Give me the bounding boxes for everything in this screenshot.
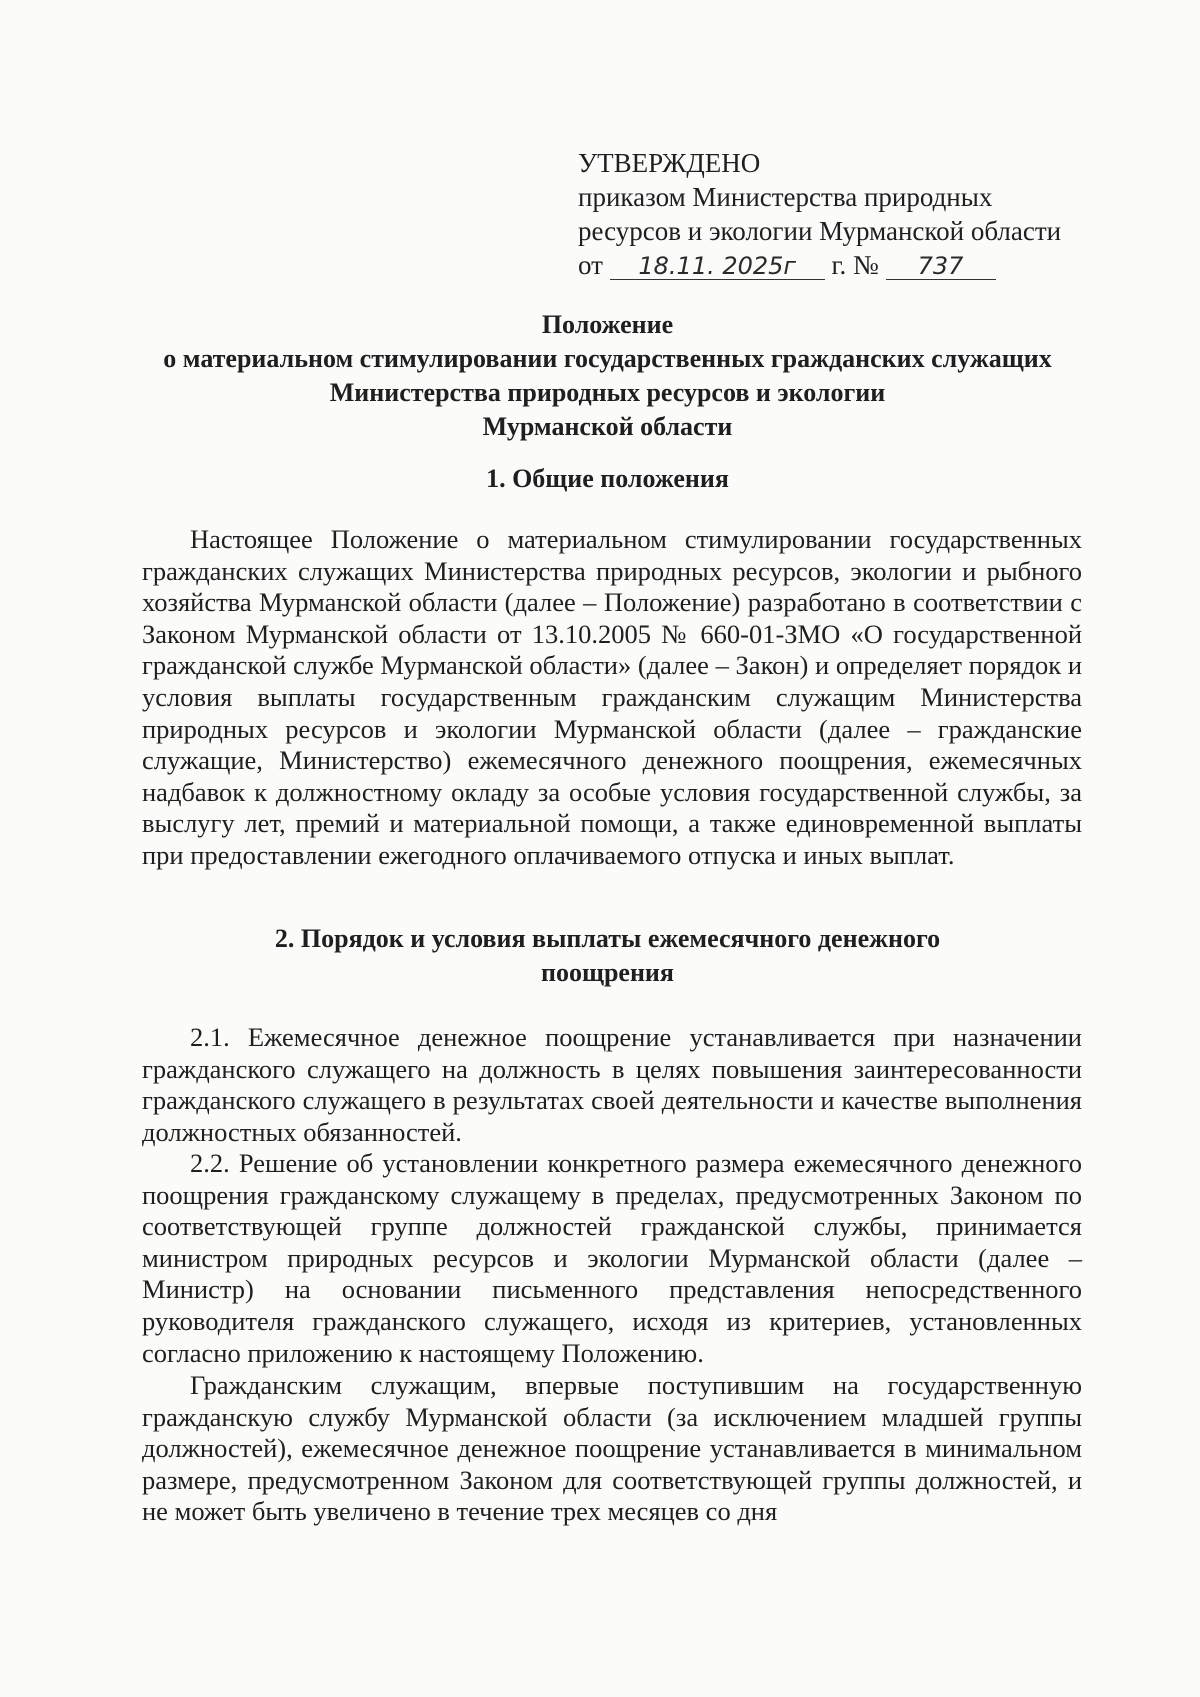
approval-date-number-line (578, 248, 1098, 282)
paragraph-2-2-continued-text: Гражданским служащим, впервые поступившим на государственную гражданскую службу Мурманской области (за исключением младшей группы должностей), ежемесячное денежное поощрение устанавливается в минимальном размере, предусмотренном Законом для соответствующей группы должностей, и не может быть увеличено в течение трех месяцев со дня (142, 1370, 1082, 1527)
approval-order-line2: ресурсов и экологии Мурманской области (578, 216, 1062, 246)
approval-stamp-title: УТВЕРЖДЕНО (578, 148, 761, 178)
paragraph-2-2-text: 2.2. Решение об установлении конкретного размера ежемесячного денежного поощрения гражданскому служащему в пределах, предусмотренных Законом по соответствующей группе должностей гражданской службы, принимается министром природных ресурсов и экологии Мурманской области (далее – Министр) на основании письменного представления непосредственного руководителя гражданского служащего, исходя из критериев, установленных согласно приложению к настоящему Положению. (142, 1148, 1082, 1368)
document-title (120, 308, 1095, 444)
title-line-3: Министерства природных ресурсов и экологии (329, 378, 886, 407)
paragraph-2-1 (142, 1022, 1082, 1148)
paragraph-2-2-continued (142, 1370, 1082, 1528)
handwritten-date: 18.11. 2025г (610, 253, 825, 280)
approval-order-line1: приказом Министерства природных (578, 182, 993, 212)
approval-block (578, 146, 1098, 282)
section-1-paragraph (142, 524, 1082, 872)
title-line-1: Положение (541, 310, 674, 339)
section-2-heading-line-1: 2. Порядок и условия выплаты ежемесячного денежного (274, 924, 941, 953)
section-2-heading (120, 922, 1095, 990)
number-label: г. № (831, 250, 879, 280)
section-1-heading (120, 462, 1095, 496)
title-line-2: о материальном стимулировании государственных гражданских служащих (163, 344, 1052, 373)
section-2-heading-line-2: поощрения (541, 958, 674, 987)
paragraph-2-2 (142, 1148, 1082, 1369)
paragraph-2-1-text: 2.1. Ежемесячное денежное поощрение устанавливается при назначении гражданского служащего на должность в целях повышения заинтересованности гражданского служащего в результатах своей деятельности и качестве выполнения должностных обязанностей. (142, 1022, 1082, 1147)
from-label: от (578, 250, 603, 280)
section-1-heading-text: 1. Общие положения (486, 464, 729, 493)
title-line-4: Мурманской области (482, 412, 733, 441)
handwritten-order-number: 737 (886, 253, 996, 280)
section-1-paragraph-text: Настоящее Положение о материальном стимулировании государственных гражданских служащих Министерства природных ресурсов, экологии и рыбного хозяйства Мурманской области (далее – Положение) разработано в соответствии с Законом Мурманской области от 13.10.2005 № 660-01-ЗМО «О государственной гражданской службе Мурманской области» (далее – Закон) и определяет порядок и условия выплаты государственным гражданским служащим Министерства природных ресурсов и экологии Мурманской области (далее – гражданские служащие, Министерство) ежемесячного денежного поощрения, ежемесячных надбавок к должностному окладу за особые условия государственной службы, за выслугу лет, премий и материальной помощи, а также единовременной выплаты при предоставлении ежегодного оплачиваемого отпуска и иных выплат. (142, 524, 1082, 870)
